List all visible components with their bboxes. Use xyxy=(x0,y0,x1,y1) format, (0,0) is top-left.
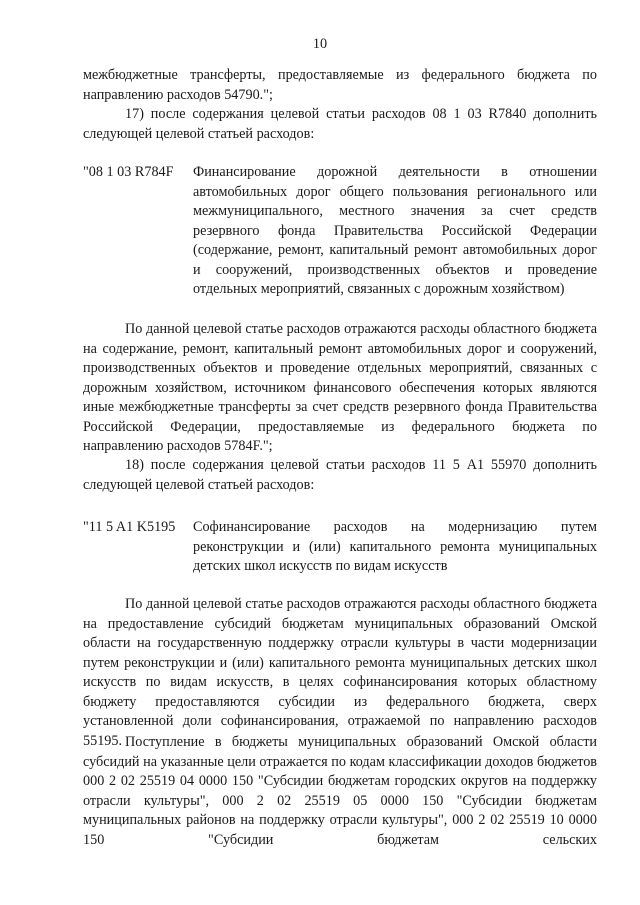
target-article-description-2: Софинансирование расходов на модернизацию путем реконструкции и (или) капитального ремонта муниципальных детских школ искусств по видам искусств xyxy=(193,519,597,574)
continued-paragraph: межбюджетные трансферты, предоставляемые из федерального бюджета по направлению расходов 54790."; xyxy=(83,67,597,103)
target-article-code-1: "08 1 03 R784F xyxy=(83,164,174,180)
paragraph-2: По данной целевой статье расходов отражаются расходы областного бюджета на предоставление субсидий бюджетам муниципальных образований Омской области на государственную поддержку отрасли культуры в части модернизации путем реконструкции и (или) капитального ремонта муниципальных детских школ искусств по видам искусств, в целях софинансирования которых областному бюджету предоставляются субсидии из федерального бюджета, сверх установленной доли софинансирования, отражаемой по направлению расходов 55195. xyxy=(83,596,597,749)
item-17: 17) после содержания целевой статьи расходов 08 1 03 R7840 дополнить следующей целевой статьей расходов: xyxy=(83,106,597,142)
target-article-code-2: "11 5 A1 K5195 xyxy=(83,519,176,535)
page-number: 10 xyxy=(312,36,328,52)
paragraph-1: По данной целевой статье расходов отражаются расходы областного бюджета на содержание, ремонт, капитальный ремонт автомобильных дорог и сооружений, производственных объектов и проведение отдельных мероприятий, связанных с дорожным хозяйством, источником финансового обеспечения которых являются иные межбюджетные трансферты за счет средств резервного фонда Правительства Российской Федерации, предоставляемые из федерального бюджета по направлению расходов 5784F."; xyxy=(83,321,597,454)
item-18: 18) после содержания целевой статьи расходов 11 5 A1 55970 дополнить следующей целевой статьей расходов: xyxy=(83,457,597,493)
target-article-description-1: Финансирование дорожной деятельности в отношении автомобильных дорог общего пользования регионального или межмуниципального, местного значения за счет средств резервного фонда Правительства Российской Федерации (содержание, ремонт, капитальный ремонт автомобильных дорог и сооружений, производственных объектов и проведение отдельных мероприятий, связанных с дорожным хозяйством) xyxy=(193,164,597,297)
paragraph-3: Поступление в бюджеты муниципальных образований Омской области субсидий на указанные цели отражается по кодам классификации доходов бюджетов 000 2 02 25519 04 0000 150 "Субсидии бюджетам городских округов на поддержку отрасли культуры", 000 2 02 25519 05 0000 150 "Субсидии бюджетам муниципальных районов на поддержку отрасли культуры", 000 2 02 25519 10 0000 150 "Субсидии бюджетам сельских xyxy=(83,734,597,848)
